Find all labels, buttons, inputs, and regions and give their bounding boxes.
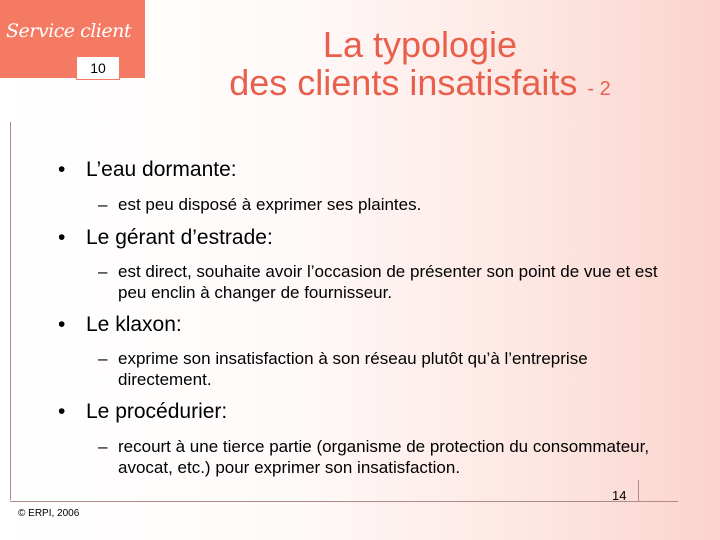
brand-banner	[0, 0, 145, 78]
title-line-2-text: des clients insatisfaits	[229, 62, 578, 103]
bottom-rule	[10, 501, 678, 502]
bullet-detail: – est peu disposé à exprimer ses plaintes.	[98, 194, 698, 215]
chapter-number: 10	[76, 56, 120, 80]
title-suffix: - 2	[587, 78, 611, 100]
bullet-item: • Le procédurier:	[58, 400, 698, 424]
page-number-rule	[638, 480, 639, 502]
bullet-item: • L’eau dormante:	[58, 158, 698, 182]
bullet-detail: – exprime son insatisfaction à son réseau plutôt qu’à l’entreprise directement.	[98, 348, 678, 390]
left-rule	[10, 122, 11, 500]
title-line-2	[190, 64, 650, 108]
copyright: © ERPI, 2006	[18, 508, 80, 519]
slide-title	[190, 26, 650, 108]
bullet-item: • Le klaxon:	[58, 313, 698, 337]
bullet-detail: – est direct, souhaite avoir l’occasion de présenter son point de vue et est peu enclin à changer de fournisseur.	[98, 261, 678, 303]
brand-label: Service client	[6, 20, 131, 42]
page-number: 14	[612, 488, 627, 503]
bullet-detail: – recourt à une tierce partie (organisme de protection du consommateur, avocat, etc.) pour exprimer son insatisfaction.	[98, 436, 678, 478]
bullet-item: • Le gérant d’estrade:	[58, 226, 698, 250]
title-line-1: La typologie	[322, 24, 518, 65]
bullet-list	[58, 158, 698, 478]
